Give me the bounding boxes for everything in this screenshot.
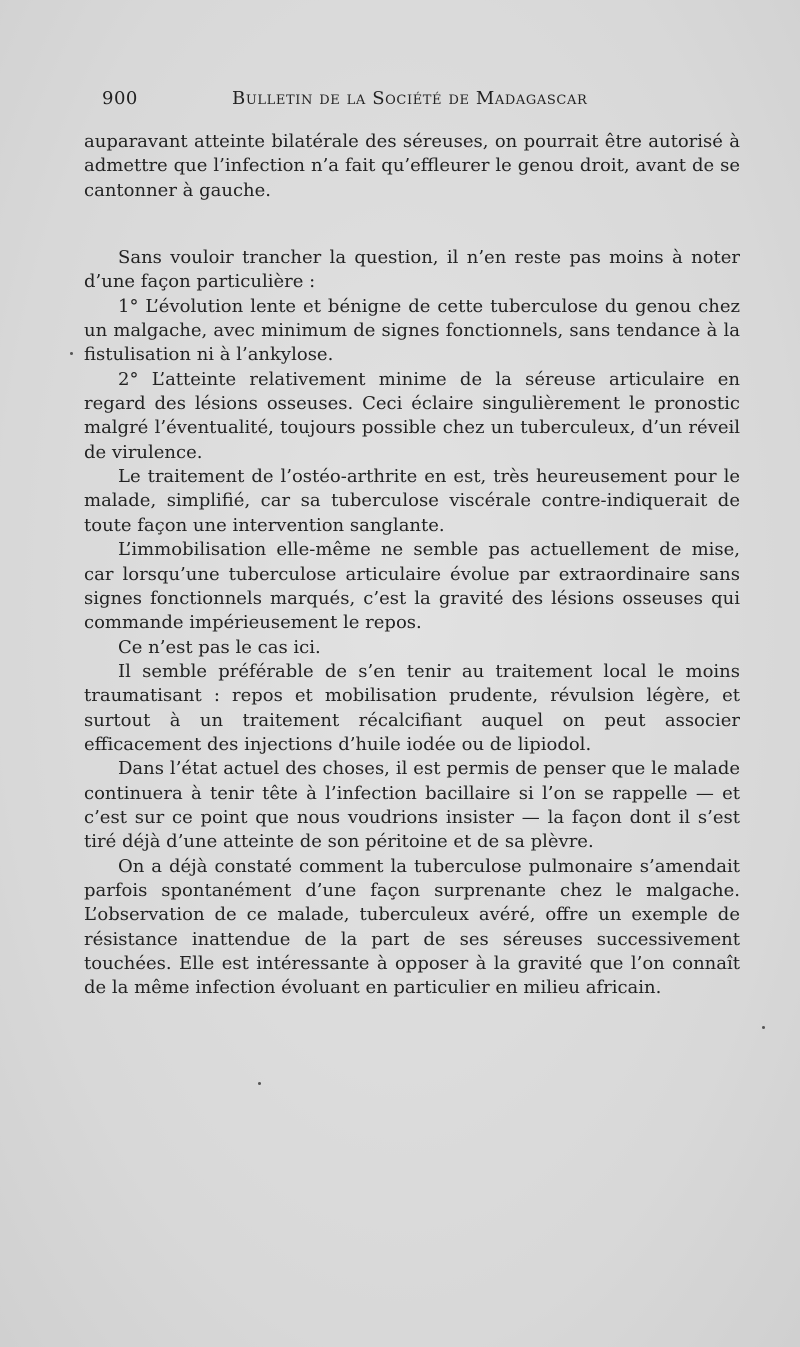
paragraph: Il semble préférable de s’en tenir au traitement local le moins traumatisant : repos et mobilisation prudente, révulsion légère, et surtout à un traitement récalcifiant auquel on peut associer efficacement des injections d’huile iodée ou de lipiodol. xyxy=(84,660,740,755)
paragraph: On a déjà constaté comment la tuberculose pulmonaire s’amendait parfois spontanément d’une façon surprenante chez le malgache. L’observation de ce malade, tuberculeux avéré, offre un exemple de résistance inattendue de la part de ses séreuses successivement touchées. Elle est intéressante à opposer à la gravité que l’on connaît de la même infection évoluant en particulier en milieu africain. xyxy=(84,855,740,999)
paper-speck xyxy=(258,1082,261,1085)
paragraph: Ce n’est pas le cas ici. xyxy=(118,636,321,658)
page-number: 900 xyxy=(102,88,138,109)
journal-title: Bulletin de la Société de Madagascar xyxy=(232,88,588,109)
running-head xyxy=(102,88,622,114)
paragraph: L’immobilisation elle-même ne semble pas actuellement de mise, car lorsqu’une tuberculose articulaire évolue par extraordinaire sans signes fonctionnels marqués, c’est la gravité des lésions osseuses qui commande impérieusement le repos. xyxy=(84,539,740,634)
paper-speck xyxy=(70,352,73,355)
body-text xyxy=(84,130,740,1001)
paragraph-point-1: 1° L’évolution lente et bénigne de cette tuberculose du genou chez un malgache, avec minimum de signes fonctionnels, sans tendance à la fistulisation ni à l’ankylose. xyxy=(84,295,740,366)
paper-speck xyxy=(762,1026,765,1029)
paragraph-point-2: 2° L’atteinte relativement minime de la séreuse articulaire en regard des lésions osseuses. Ceci éclaire singulièrement le pronostic malgré l’éventualité, toujours possible chez un tuberculeux, d’un réveil de virulence. xyxy=(84,368,740,463)
paragraph: Le traitement de l’ostéo-arthrite en est, très heureusement pour le malade, simplifié, car sa tuberculose viscérale contre-indiquerait de toute façon une intervention sanglante. xyxy=(84,466,740,536)
paragraph: Dans l’état actuel des choses, il est permis de penser que le malade continuera à tenir tête à l’infection bacillaire si l’on se rappelle — et c’est sur ce point que nous voudrions insister — la façon dont il s’est tiré déjà d’une atteinte de son péritoine et de sa plèvre. xyxy=(84,758,740,853)
paragraph-continuation: auparavant atteinte bilatérale des séreuses, on pourrait être autorisé à admettre que l’infection n’a fait qu’effleurer le genou droit, avant de se cantonner à gauche. xyxy=(84,131,740,201)
paragraph: Sans vouloir trancher la question, il n’en reste pas moins à noter d’une façon particulière : xyxy=(84,247,740,293)
